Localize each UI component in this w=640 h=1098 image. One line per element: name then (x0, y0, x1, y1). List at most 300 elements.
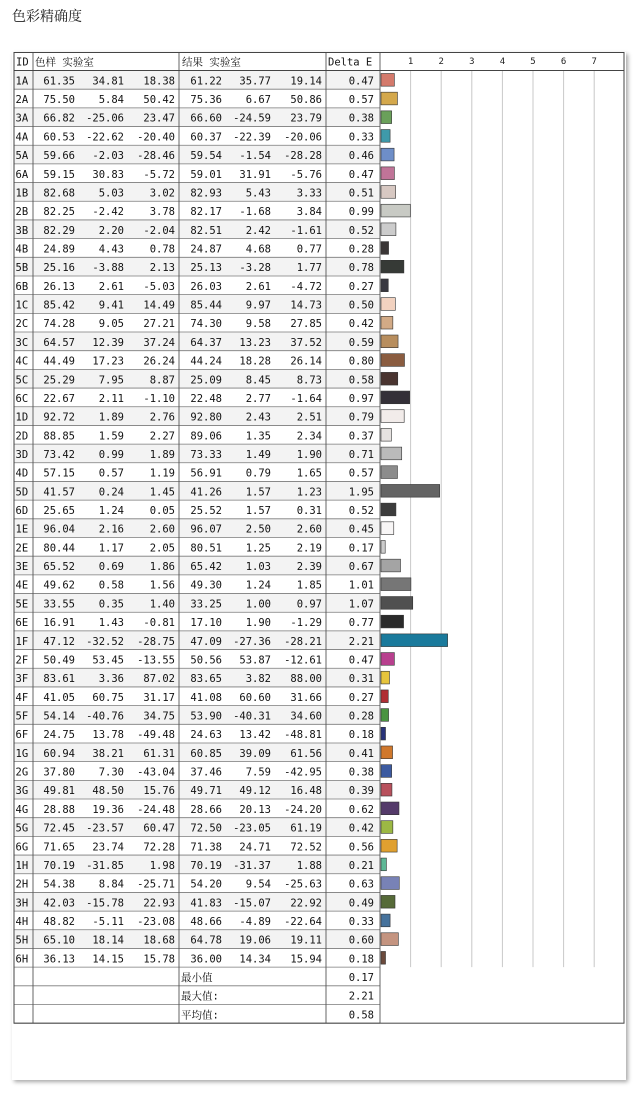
sample-lab-value: 26.24 (143, 355, 175, 368)
result-lab-value: 39.09 (239, 747, 271, 760)
delta-e-bar (381, 148, 394, 161)
delta-e-bar (381, 914, 390, 927)
result-lab-value: 16.48 (290, 785, 322, 798)
delta-e-value: 0.39 (348, 785, 374, 798)
result-lab-value: 20.13 (239, 803, 271, 816)
result-lab-value: -20.06 (284, 131, 322, 144)
summary-value: 2.21 (348, 990, 374, 1003)
sample-lab-value: 14.49 (143, 299, 175, 312)
result-lab-value: 74.30 (190, 318, 222, 331)
delta-e-value: 0.56 (348, 841, 374, 854)
delta-e-bar (381, 877, 399, 890)
delta-e-bar (381, 354, 404, 367)
row-id: 1G (15, 747, 29, 760)
sample-lab-value: 83.61 (43, 673, 75, 686)
result-lab-value: -1.64 (290, 392, 322, 405)
sample-lab-value: 65.10 (43, 934, 75, 947)
row-id: 5A (15, 150, 29, 163)
result-lab-value: 56.91 (190, 467, 222, 480)
delta-e-value: 0.51 (348, 187, 374, 200)
row-id: 2B (15, 206, 29, 219)
summary-label: 最小值 (181, 972, 213, 985)
result-lab-value: -28.28 (284, 150, 322, 163)
row-id: 1F (15, 635, 29, 648)
result-lab-value: 2.51 (296, 411, 322, 424)
row-id: 4F (15, 691, 29, 704)
sample-lab-value: 2.16 (98, 523, 124, 536)
result-lab-value: 72.50 (190, 822, 222, 835)
sample-lab-value: 14.15 (92, 953, 124, 966)
result-lab-value: -22.64 (284, 915, 322, 928)
sample-lab-value: 38.21 (92, 747, 124, 760)
row-id: 2C (15, 318, 29, 331)
delta-e-bar (381, 951, 386, 964)
result-lab-value: -4.72 (290, 280, 322, 293)
sample-lab-value: 2.27 (149, 430, 175, 443)
result-lab-value: 1.49 (245, 448, 271, 461)
result-lab-value: -28.21 (284, 635, 322, 648)
result-lab-value: 1.35 (245, 430, 271, 443)
sample-lab-value: 0.35 (98, 598, 124, 611)
delta-e-value: 0.57 (348, 467, 374, 480)
sample-lab-value: 65.52 (43, 561, 75, 574)
result-lab-value: 48.66 (190, 915, 222, 928)
sample-lab-value: -24.48 (137, 803, 175, 816)
result-lab-value: 75.36 (190, 94, 222, 107)
sample-lab-value: 9.05 (98, 318, 124, 331)
delta-e-bar (381, 130, 390, 143)
sample-lab-value: 48.82 (43, 915, 75, 928)
sample-lab-value: 72.28 (143, 841, 175, 854)
result-lab-value: 8.45 (245, 374, 271, 387)
sample-lab-value: 88.85 (43, 430, 75, 443)
delta-e-value: 0.50 (348, 299, 374, 312)
delta-e-bar (381, 204, 410, 217)
result-lab-value: -23.05 (233, 822, 271, 835)
x-tick-label: 1 (407, 57, 414, 67)
result-lab-value: 72.52 (290, 841, 322, 854)
row-id: 5B (15, 262, 29, 275)
result-lab-value: 25.09 (190, 374, 222, 387)
delta-e-bar (381, 167, 394, 180)
result-lab-value: 2.34 (296, 430, 322, 443)
delta-e-value: 0.47 (348, 75, 374, 88)
result-lab-value: 44.24 (190, 355, 222, 368)
delta-e-value: 0.18 (348, 953, 374, 966)
row-id: 4B (15, 243, 29, 256)
sample-lab-value: 59.15 (43, 168, 75, 181)
result-lab-value: 14.73 (290, 299, 322, 312)
result-lab-value: 1.85 (296, 579, 322, 592)
result-lab-value: -27.36 (233, 635, 271, 648)
result-lab-value: 26.14 (290, 355, 322, 368)
result-lab-value: 1.65 (296, 467, 322, 480)
sample-lab-value: 18.14 (92, 934, 124, 947)
result-lab-value: 0.31 (296, 505, 322, 518)
result-lab-value: 26.03 (190, 280, 222, 293)
sample-lab-value: -31.85 (86, 859, 124, 872)
result-lab-value: -48.81 (284, 729, 322, 742)
delta-e-bar (381, 839, 397, 852)
delta-e-value: 0.38 (348, 112, 374, 125)
delta-e-bar (381, 447, 402, 460)
row-id: 1B (15, 187, 29, 200)
sample-lab-value: 74.28 (43, 318, 75, 331)
sample-lab-value: 66.82 (43, 112, 75, 125)
sample-lab-value: 59.66 (43, 150, 75, 163)
sample-lab-value: -5.72 (143, 168, 175, 181)
row-id: 6B (15, 280, 29, 293)
sample-lab-value: 8.84 (98, 878, 124, 891)
result-lab-value: 28.66 (190, 803, 222, 816)
sample-lab-value: 75.50 (43, 94, 75, 107)
sample-lab-value: 28.88 (43, 803, 75, 816)
sample-lab-value: 48.50 (92, 785, 124, 798)
sample-lab-value: 3.78 (149, 206, 175, 219)
delta-e-value: 0.52 (348, 505, 374, 518)
sample-lab-value: -15.78 (86, 897, 124, 910)
sample-lab-value: 87.02 (143, 673, 175, 686)
result-lab-value: 96.07 (190, 523, 222, 536)
sample-lab-value: 26.13 (43, 280, 75, 293)
sample-lab-value: 9.41 (98, 299, 124, 312)
summary-label: 平均值: (181, 1009, 219, 1022)
sample-lab-value: -28.46 (137, 150, 175, 163)
sample-lab-value: -20.40 (137, 131, 175, 144)
result-lab-value: -12.61 (284, 654, 322, 667)
result-lab-value: 53.87 (239, 654, 271, 667)
delta-e-value: 0.33 (348, 131, 374, 144)
result-lab-value: 27.85 (290, 318, 322, 331)
sample-lab-value: 60.47 (143, 822, 175, 835)
delta-e-bar (381, 279, 388, 292)
result-lab-value: -15.07 (233, 897, 271, 910)
row-id: 6E (15, 617, 29, 630)
color-accuracy-sheet (12, 52, 626, 1080)
delta-e-value: 0.59 (348, 336, 374, 349)
sample-lab-value: -2.03 (92, 150, 124, 163)
result-lab-value: 31.66 (290, 691, 322, 704)
x-tick-label: 4 (499, 57, 506, 67)
sample-lab-value: -49.48 (137, 729, 175, 742)
result-lab-value: 1.57 (245, 505, 271, 518)
color-accuracy-table-chart (12, 52, 626, 1080)
row-id: 1A (15, 75, 29, 88)
sample-lab-value: -2.04 (143, 224, 175, 237)
result-lab-value: 19.11 (290, 934, 322, 947)
row-id: 6H (15, 953, 29, 966)
sample-lab-value: 23.74 (92, 841, 124, 854)
sample-lab-value: 16.91 (43, 617, 75, 630)
sample-lab-value: 0.78 (149, 243, 175, 256)
row-id: 6G (15, 841, 29, 854)
sample-lab-value: 1.98 (149, 859, 175, 872)
delta-e-bar (381, 223, 396, 236)
sample-lab-value: 4.43 (98, 243, 124, 256)
sample-lab-value: -1.10 (143, 392, 175, 405)
sample-lab-value: -25.06 (86, 112, 124, 125)
result-lab-value: 64.78 (190, 934, 222, 947)
result-lab-value: -22.39 (233, 131, 271, 144)
result-lab-value: -1.54 (239, 150, 271, 163)
sample-lab-value: -43.04 (137, 766, 175, 779)
row-id: 4C (15, 355, 29, 368)
row-id: 4G (15, 803, 29, 816)
delta-e-bar (381, 260, 404, 273)
sample-lab-value: 19.36 (92, 803, 124, 816)
result-lab-value: 2.39 (296, 561, 322, 574)
result-lab-value: 60.60 (239, 691, 271, 704)
sample-lab-value: 0.99 (98, 448, 124, 461)
row-id: 1H (15, 859, 29, 872)
result-lab-value: 49.71 (190, 785, 222, 798)
row-id: 1E (15, 523, 29, 536)
sample-lab-value: 0.69 (98, 561, 124, 574)
row-id: 4H (15, 915, 29, 928)
sample-lab-value: 25.29 (43, 374, 75, 387)
row-id: 1D (15, 411, 29, 424)
result-lab-value: 59.54 (190, 150, 222, 163)
delta-e-value: 0.37 (348, 430, 374, 443)
result-lab-value: 15.94 (290, 953, 322, 966)
sample-lab-value: 1.89 (98, 411, 124, 424)
result-lab-value: 3.82 (245, 673, 271, 686)
sample-lab-value: 7.30 (98, 766, 124, 779)
result-lab-value: 35.77 (239, 75, 271, 88)
result-lab-value: 18.28 (239, 355, 271, 368)
sample-lab-value: -28.75 (137, 635, 175, 648)
row-id: 5G (15, 822, 29, 835)
sample-lab-value: 34.81 (92, 75, 124, 88)
result-lab-value: 71.38 (190, 841, 222, 854)
delta-e-value: 0.71 (348, 448, 374, 461)
result-lab-value: 65.42 (190, 561, 222, 574)
row-id: 3A (15, 112, 29, 125)
sample-lab-value: 5.84 (98, 94, 124, 107)
result-lab-value: 23.79 (290, 112, 322, 125)
delta-e-value: 0.42 (348, 822, 374, 835)
sample-lab-value: 41.05 (43, 691, 75, 704)
sample-lab-value: 60.94 (43, 747, 75, 760)
delta-e-value: 0.38 (348, 766, 374, 779)
delta-e-value: 0.57 (348, 94, 374, 107)
result-lab-value: -25.63 (284, 878, 322, 891)
row-id: 3B (15, 224, 29, 237)
result-lab-value: 1.77 (296, 262, 322, 275)
delta-e-bar (381, 895, 395, 908)
row-id: 5C (15, 374, 29, 387)
header-id: ID (16, 56, 29, 69)
sample-lab-value: 0.58 (98, 579, 124, 592)
result-lab-value: 8.73 (296, 374, 322, 387)
sample-lab-value: 1.86 (149, 561, 175, 574)
result-lab-value: -31.37 (233, 859, 271, 872)
delta-e-bar (381, 484, 440, 497)
result-lab-value: 9.97 (245, 299, 271, 312)
sample-lab-value: 96.04 (43, 523, 75, 536)
result-lab-value: 4.68 (245, 243, 271, 256)
result-lab-value: 53.90 (190, 710, 222, 723)
result-lab-value: 0.79 (245, 467, 271, 480)
sample-lab-value: 37.80 (43, 766, 75, 779)
x-tick-label: 6 (560, 57, 567, 67)
sample-lab-value: 3.36 (98, 673, 124, 686)
delta-e-value: 0.60 (348, 934, 374, 947)
result-lab-value: 83.65 (190, 673, 222, 686)
delta-e-value: 0.79 (348, 411, 374, 424)
result-lab-value: -3.28 (239, 262, 271, 275)
delta-e-value: 0.42 (348, 318, 374, 331)
result-lab-value: 3.84 (296, 206, 322, 219)
delta-e-value: 0.41 (348, 747, 374, 760)
delta-e-value: 0.27 (348, 280, 374, 293)
delta-e-value: 0.18 (348, 729, 374, 742)
sample-lab-value: 1.45 (149, 486, 175, 499)
sample-lab-value: 47.12 (43, 635, 75, 648)
delta-e-value: 0.31 (348, 673, 374, 686)
sample-lab-value: 30.83 (92, 168, 124, 181)
row-id: 2A (15, 94, 29, 107)
sample-lab-value: 72.45 (43, 822, 75, 835)
result-lab-value: 1.00 (245, 598, 271, 611)
result-lab-value: 6.67 (245, 94, 271, 107)
row-id: 2F (15, 654, 29, 667)
delta-e-bar (381, 186, 396, 199)
delta-e-bar (381, 821, 393, 834)
delta-e-bar (381, 690, 388, 703)
row-id: 2D (15, 430, 29, 443)
sample-lab-value: 18.68 (143, 934, 175, 947)
sample-lab-value: 1.17 (98, 542, 124, 555)
sample-lab-value: 54.38 (43, 878, 75, 891)
result-lab-value: 70.19 (190, 859, 222, 872)
row-id: 5D (15, 486, 29, 499)
result-lab-value: 14.34 (239, 953, 271, 966)
delta-e-value: 0.49 (348, 897, 374, 910)
row-id: 6D (15, 505, 29, 518)
sample-lab-value: 50.49 (43, 654, 75, 667)
row-id: 4E (15, 579, 29, 592)
sample-lab-value: 17.23 (92, 355, 124, 368)
result-lab-value: 19.06 (239, 934, 271, 947)
summary-value: 0.58 (348, 1009, 374, 1022)
result-lab-value: 1.90 (296, 448, 322, 461)
delta-e-value: 0.46 (348, 150, 374, 163)
result-lab-value: 2.50 (245, 523, 271, 536)
result-lab-value: 41.83 (190, 897, 222, 910)
sample-lab-value: 42.03 (43, 897, 75, 910)
sample-lab-value: 53.45 (92, 654, 124, 667)
result-lab-value: 1.57 (245, 486, 271, 499)
sample-lab-value: 3.02 (149, 187, 175, 200)
sample-lab-value: 2.05 (149, 542, 175, 555)
result-lab-value: 82.93 (190, 187, 222, 200)
result-lab-value: 41.08 (190, 691, 222, 704)
result-lab-value: 2.19 (296, 542, 322, 555)
delta-e-bar (381, 783, 392, 796)
result-lab-value: 73.33 (190, 448, 222, 461)
result-lab-value: 24.87 (190, 243, 222, 256)
result-lab-value: 80.51 (190, 542, 222, 555)
sample-lab-value: 2.76 (149, 411, 175, 424)
result-lab-value: 61.56 (290, 747, 322, 760)
delta-e-bar (381, 653, 394, 666)
result-lab-value: 25.52 (190, 505, 222, 518)
row-id: 1C (15, 299, 29, 312)
result-lab-value: 33.25 (190, 598, 222, 611)
result-lab-value: 1.03 (245, 561, 271, 574)
sample-lab-value: 82.29 (43, 224, 75, 237)
delta-e-value: 0.17 (348, 542, 374, 555)
result-lab-value: 22.48 (190, 392, 222, 405)
sample-lab-value: 92.72 (43, 411, 75, 424)
delta-e-value: 2.21 (348, 635, 374, 648)
sample-lab-value: 31.17 (143, 691, 175, 704)
delta-e-value: 1.95 (348, 486, 374, 499)
result-lab-value: 59.01 (190, 168, 222, 181)
result-lab-value: 85.44 (190, 299, 222, 312)
row-id: 6C (15, 392, 29, 405)
row-id: 3C (15, 336, 29, 349)
sample-lab-value: 15.78 (143, 953, 175, 966)
sample-lab-value: 60.53 (43, 131, 75, 144)
delta-e-value: 1.01 (348, 579, 374, 592)
result-lab-value: 50.56 (190, 654, 222, 667)
delta-e-bar (381, 597, 413, 610)
delta-e-bar (381, 391, 410, 404)
delta-e-bar (381, 503, 396, 516)
delta-e-value: 0.99 (348, 206, 374, 219)
delta-e-bar (381, 335, 398, 348)
sample-lab-value: -32.52 (86, 635, 124, 648)
delta-e-bar (381, 727, 386, 740)
sample-lab-value: -2.42 (92, 206, 124, 219)
sample-lab-value: 2.60 (149, 523, 175, 536)
result-lab-value: 50.86 (290, 94, 322, 107)
result-lab-value: 60.37 (190, 131, 222, 144)
delta-e-bar (381, 858, 386, 871)
delta-e-bar (381, 634, 448, 647)
sample-lab-value: 61.35 (43, 75, 75, 88)
result-lab-value: 7.59 (245, 766, 271, 779)
header-result-lab: 结果 实验室 (182, 56, 241, 69)
sample-lab-value: 0.57 (98, 467, 124, 480)
delta-e-value: 0.63 (348, 878, 374, 891)
sample-lab-value: -5.11 (92, 915, 124, 928)
sample-lab-value: -23.57 (86, 822, 124, 835)
row-id: 3H (15, 897, 29, 910)
delta-e-bar (381, 765, 392, 778)
row-id: 3E (15, 561, 29, 574)
delta-e-value: 0.78 (348, 262, 374, 275)
result-lab-value: 47.09 (190, 635, 222, 648)
result-lab-value: 3.33 (296, 187, 322, 200)
delta-e-bar (381, 316, 393, 329)
result-lab-value: 24.71 (239, 841, 271, 854)
delta-e-bar (381, 709, 389, 722)
result-lab-value: 34.60 (290, 710, 322, 723)
sample-lab-value: 85.42 (43, 299, 75, 312)
result-lab-value: 13.42 (239, 729, 271, 742)
row-id: 3G (15, 785, 29, 798)
result-lab-value: 31.91 (239, 168, 271, 181)
delta-e-bar (381, 428, 391, 441)
sample-lab-value: 82.68 (43, 187, 75, 200)
sample-lab-value: 1.40 (149, 598, 175, 611)
sample-lab-value: 41.57 (43, 486, 75, 499)
sample-lab-value: 60.75 (92, 691, 124, 704)
x-tick-label: 2 (438, 57, 444, 67)
